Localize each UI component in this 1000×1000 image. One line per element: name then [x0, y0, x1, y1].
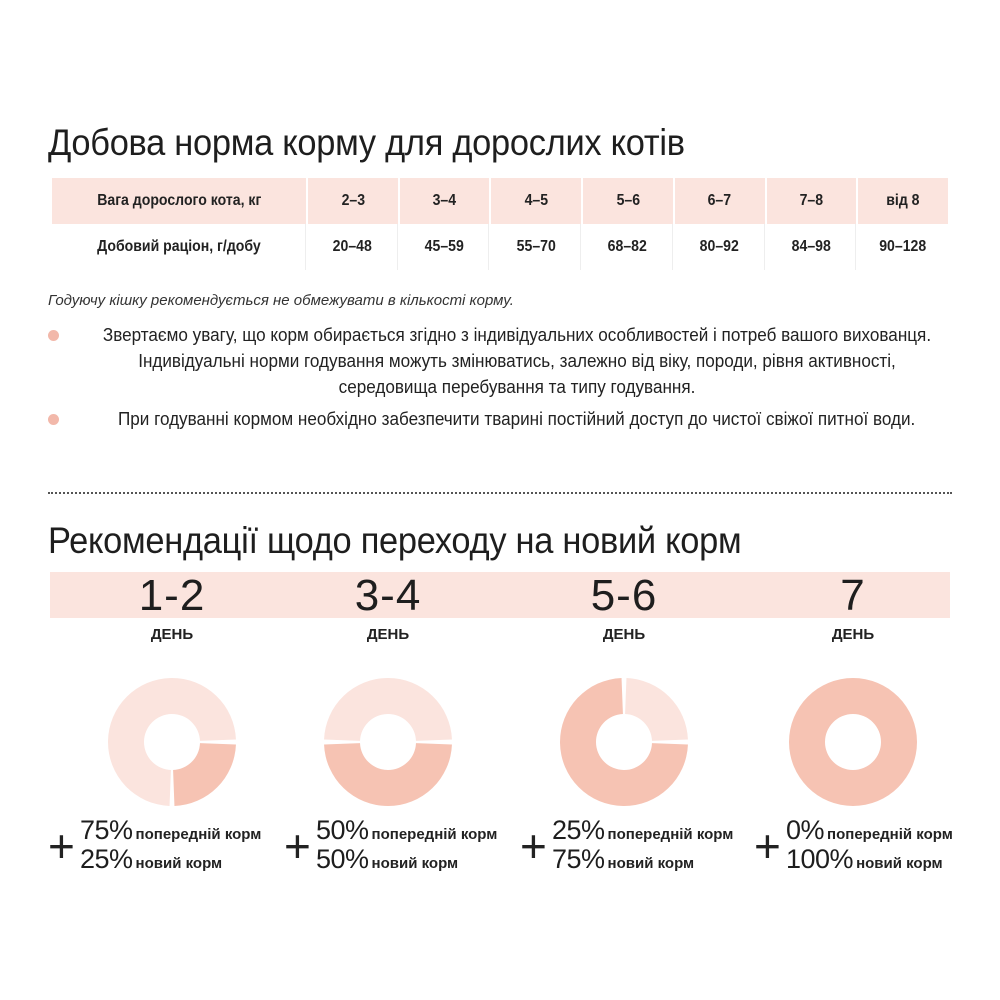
stage-days: 3-4 [354, 571, 422, 620]
new-label: новий корм [371, 855, 459, 872]
previous-percent: 75% [80, 815, 133, 845]
day-label: ДЕНЬ [150, 626, 194, 643]
stage-day-7 [735, 568, 971, 807]
row-cell: 80–92 [675, 224, 765, 270]
header-cell: 4–5 [491, 178, 581, 224]
header-cell: 2–3 [308, 178, 398, 224]
header-cell: від 8 [858, 178, 948, 224]
row-cell: 68–82 [583, 224, 673, 270]
section-title-daily-norm: Добова норма корму для дорослих котів [48, 122, 685, 163]
header-cell: 7–8 [767, 178, 857, 224]
previous-percent: 50% [316, 815, 369, 845]
row-cell: 20–48 [308, 224, 398, 270]
bullet-dot-icon [48, 414, 59, 425]
stage-days-1-2 [54, 568, 290, 807]
new-percent: 25% [80, 844, 133, 874]
row-cell: 84–98 [767, 224, 857, 270]
day-label: ДЕНЬ [831, 626, 875, 643]
donut-segment-new [324, 743, 452, 806]
previous-label: попередній корм [827, 826, 953, 843]
plus-icon: + [754, 820, 781, 872]
feeding-norm-table [50, 178, 950, 270]
new-percent: 50% [316, 844, 369, 874]
donut-segment-new [173, 743, 236, 806]
new-label: новий корм [135, 855, 223, 872]
donut-chart [559, 677, 689, 807]
notes-list [48, 322, 968, 438]
bullet-dot-icon [48, 330, 59, 341]
header-cell: 5–6 [583, 178, 673, 224]
previous-label: попередній корм [607, 826, 734, 843]
list-item: При годуванні кормом необхідно забезпечити тварині постійний доступ до чистої свіжої питної води. [48, 406, 968, 432]
day-label: ДЕНЬ [602, 626, 646, 643]
previous-percent: 25% [552, 815, 605, 845]
header-cell: 6–7 [675, 178, 765, 224]
row-cell: 45–59 [400, 224, 490, 270]
plus-icon: + [520, 820, 547, 872]
donut-chart [788, 677, 918, 807]
donut-segment-new [789, 678, 917, 806]
stage-days: 5-6 [590, 571, 658, 620]
plus-icon: + [48, 820, 75, 872]
new-label: новий корм [607, 855, 695, 872]
new-percent: 75% [552, 844, 605, 874]
stage-days: 7 [840, 571, 866, 620]
previous-label: попередній корм [135, 826, 262, 843]
plus-icon: + [284, 820, 311, 872]
previous-percent: 0% [786, 815, 825, 845]
header-cell: 3–4 [400, 178, 490, 224]
donut-segment-previous [625, 678, 688, 741]
list-item: Звертаємо увагу, що корм обирається згідно з індивідуальних особливостей і потреб вашого вихованця. Індивідуальні норми годування можуть змінюватись, залежно від віку, породи, рівня активності, середовища перебування та типу годування. [48, 322, 968, 400]
stage-days-5-6 [506, 568, 742, 807]
new-label: новий корм [856, 855, 943, 872]
header-cell-weight: Вага дорослого кота, кг [52, 178, 306, 224]
day-label: ДЕНЬ [366, 626, 410, 643]
new-percent: 100% [786, 844, 854, 874]
donut-chart [107, 677, 237, 807]
row-cell-ration: Добовий раціон, г/добу [52, 224, 306, 270]
stage-days-3-4 [270, 568, 506, 807]
table-row [52, 224, 948, 270]
dotted-divider [48, 492, 952, 494]
stage-days: 1-2 [138, 571, 206, 620]
previous-label: попередній корм [371, 826, 498, 843]
row-cell: 90–128 [858, 224, 948, 270]
donut-segment-previous [324, 678, 452, 741]
nursing-cat-note: Годуючу кішку рекомендується не обмежувати в кількості корму. [48, 292, 514, 309]
donut-chart [323, 677, 453, 807]
row-cell: 55–70 [491, 224, 581, 270]
table-header-row [52, 178, 948, 224]
section-title-transition: Рекомендації щодо переходу на новий корм [48, 520, 742, 561]
